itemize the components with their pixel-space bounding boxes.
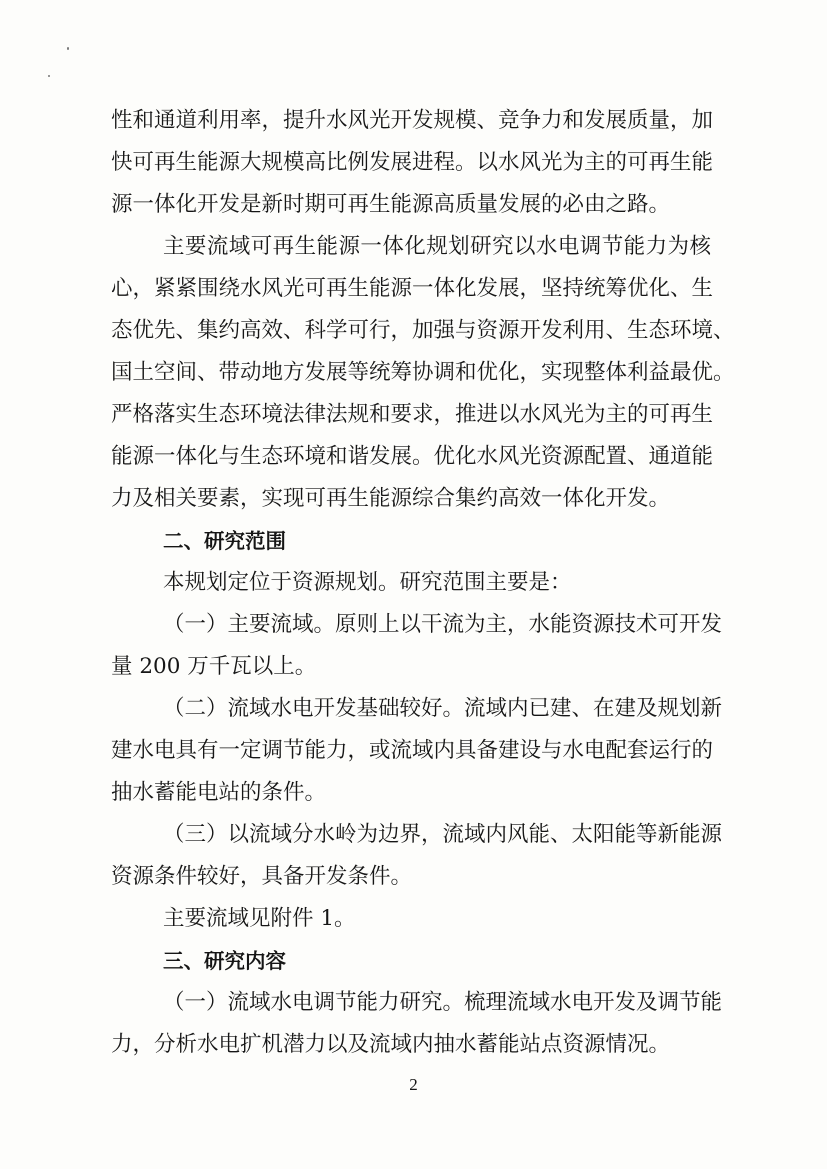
section-heading: 三、研究内容 — [163, 949, 286, 973]
section-heading: 二、研究范围 — [163, 529, 286, 553]
paragraph-line: 力及相关要素，实现可再生能源综合集约高效一体化开发。 — [111, 486, 671, 511]
paragraph-line: 源一体化开发是新时期可再生能源高质量发展的必由之路。 — [111, 192, 671, 217]
paragraph-line: （二）流域水电开发基础较好。流域内已建、在建及规划新 — [163, 696, 723, 721]
page-number: 2 — [409, 1075, 418, 1094]
paragraph-line: 态优先、集约高效、科学可行，加强与资源开发利用、生态环境、 — [111, 318, 735, 343]
scan-speck — [48, 75, 50, 77]
paragraph-line: 快可再生能源大规模高比例发展进程。以水风光为主的可再生能 — [111, 150, 714, 175]
paragraph-line: 主要流域可再生能源一体化规划研究以水电调节能力为核 — [163, 234, 711, 259]
paragraph-line: 性和通道利用率，提升水风光开发规模、竞争力和发展质量，加 — [111, 108, 714, 133]
paragraph-line: 严格落实生态环境法律法规和要求，推进以水风光为主的可再生 — [111, 402, 714, 427]
paragraph-line: 建水电具有一定调节能力，或流域内具备建设与水电配套运行的 — [111, 738, 714, 763]
scan-speck — [67, 47, 69, 50]
paragraph-line: 心，紧紧围绕水风光可再生能源一体化发展，坚持统筹优化、生 — [111, 276, 714, 301]
paragraph-line: 抽水蓄能电站的条件。 — [111, 780, 327, 805]
paragraph-line: 力，分析水电扩机潜力以及流域内抽水蓄能站点资源情况。 — [111, 1032, 671, 1057]
paragraph-line: 量 200 万千瓦以上。 — [111, 654, 317, 679]
paragraph-line: （三）以流域分水岭为边界，流域内风能、太阳能等新能源 — [163, 822, 723, 847]
paragraph-line: 主要流域见附件 1。 — [163, 906, 356, 931]
paragraph-line: 资源条件较好，具备开发条件。 — [111, 864, 413, 889]
paragraph-line: （一）流域水电调节能力研究。梳理流域水电开发及调节能 — [163, 990, 723, 1015]
paragraph-line: （一）主要流域。原则上以干流为主，水能资源技术可开发 — [163, 612, 723, 637]
paragraph-line: 本规划定位于资源规划。研究范围主要是： — [163, 570, 572, 595]
paragraph-line: 国土空间、带动地方发展等统筹协调和优化，实现整体利益最优。 — [111, 360, 735, 385]
paragraph-line: 能源一体化与生态环境和谐发展。优化水风光资源配置、通道能 — [111, 444, 714, 469]
